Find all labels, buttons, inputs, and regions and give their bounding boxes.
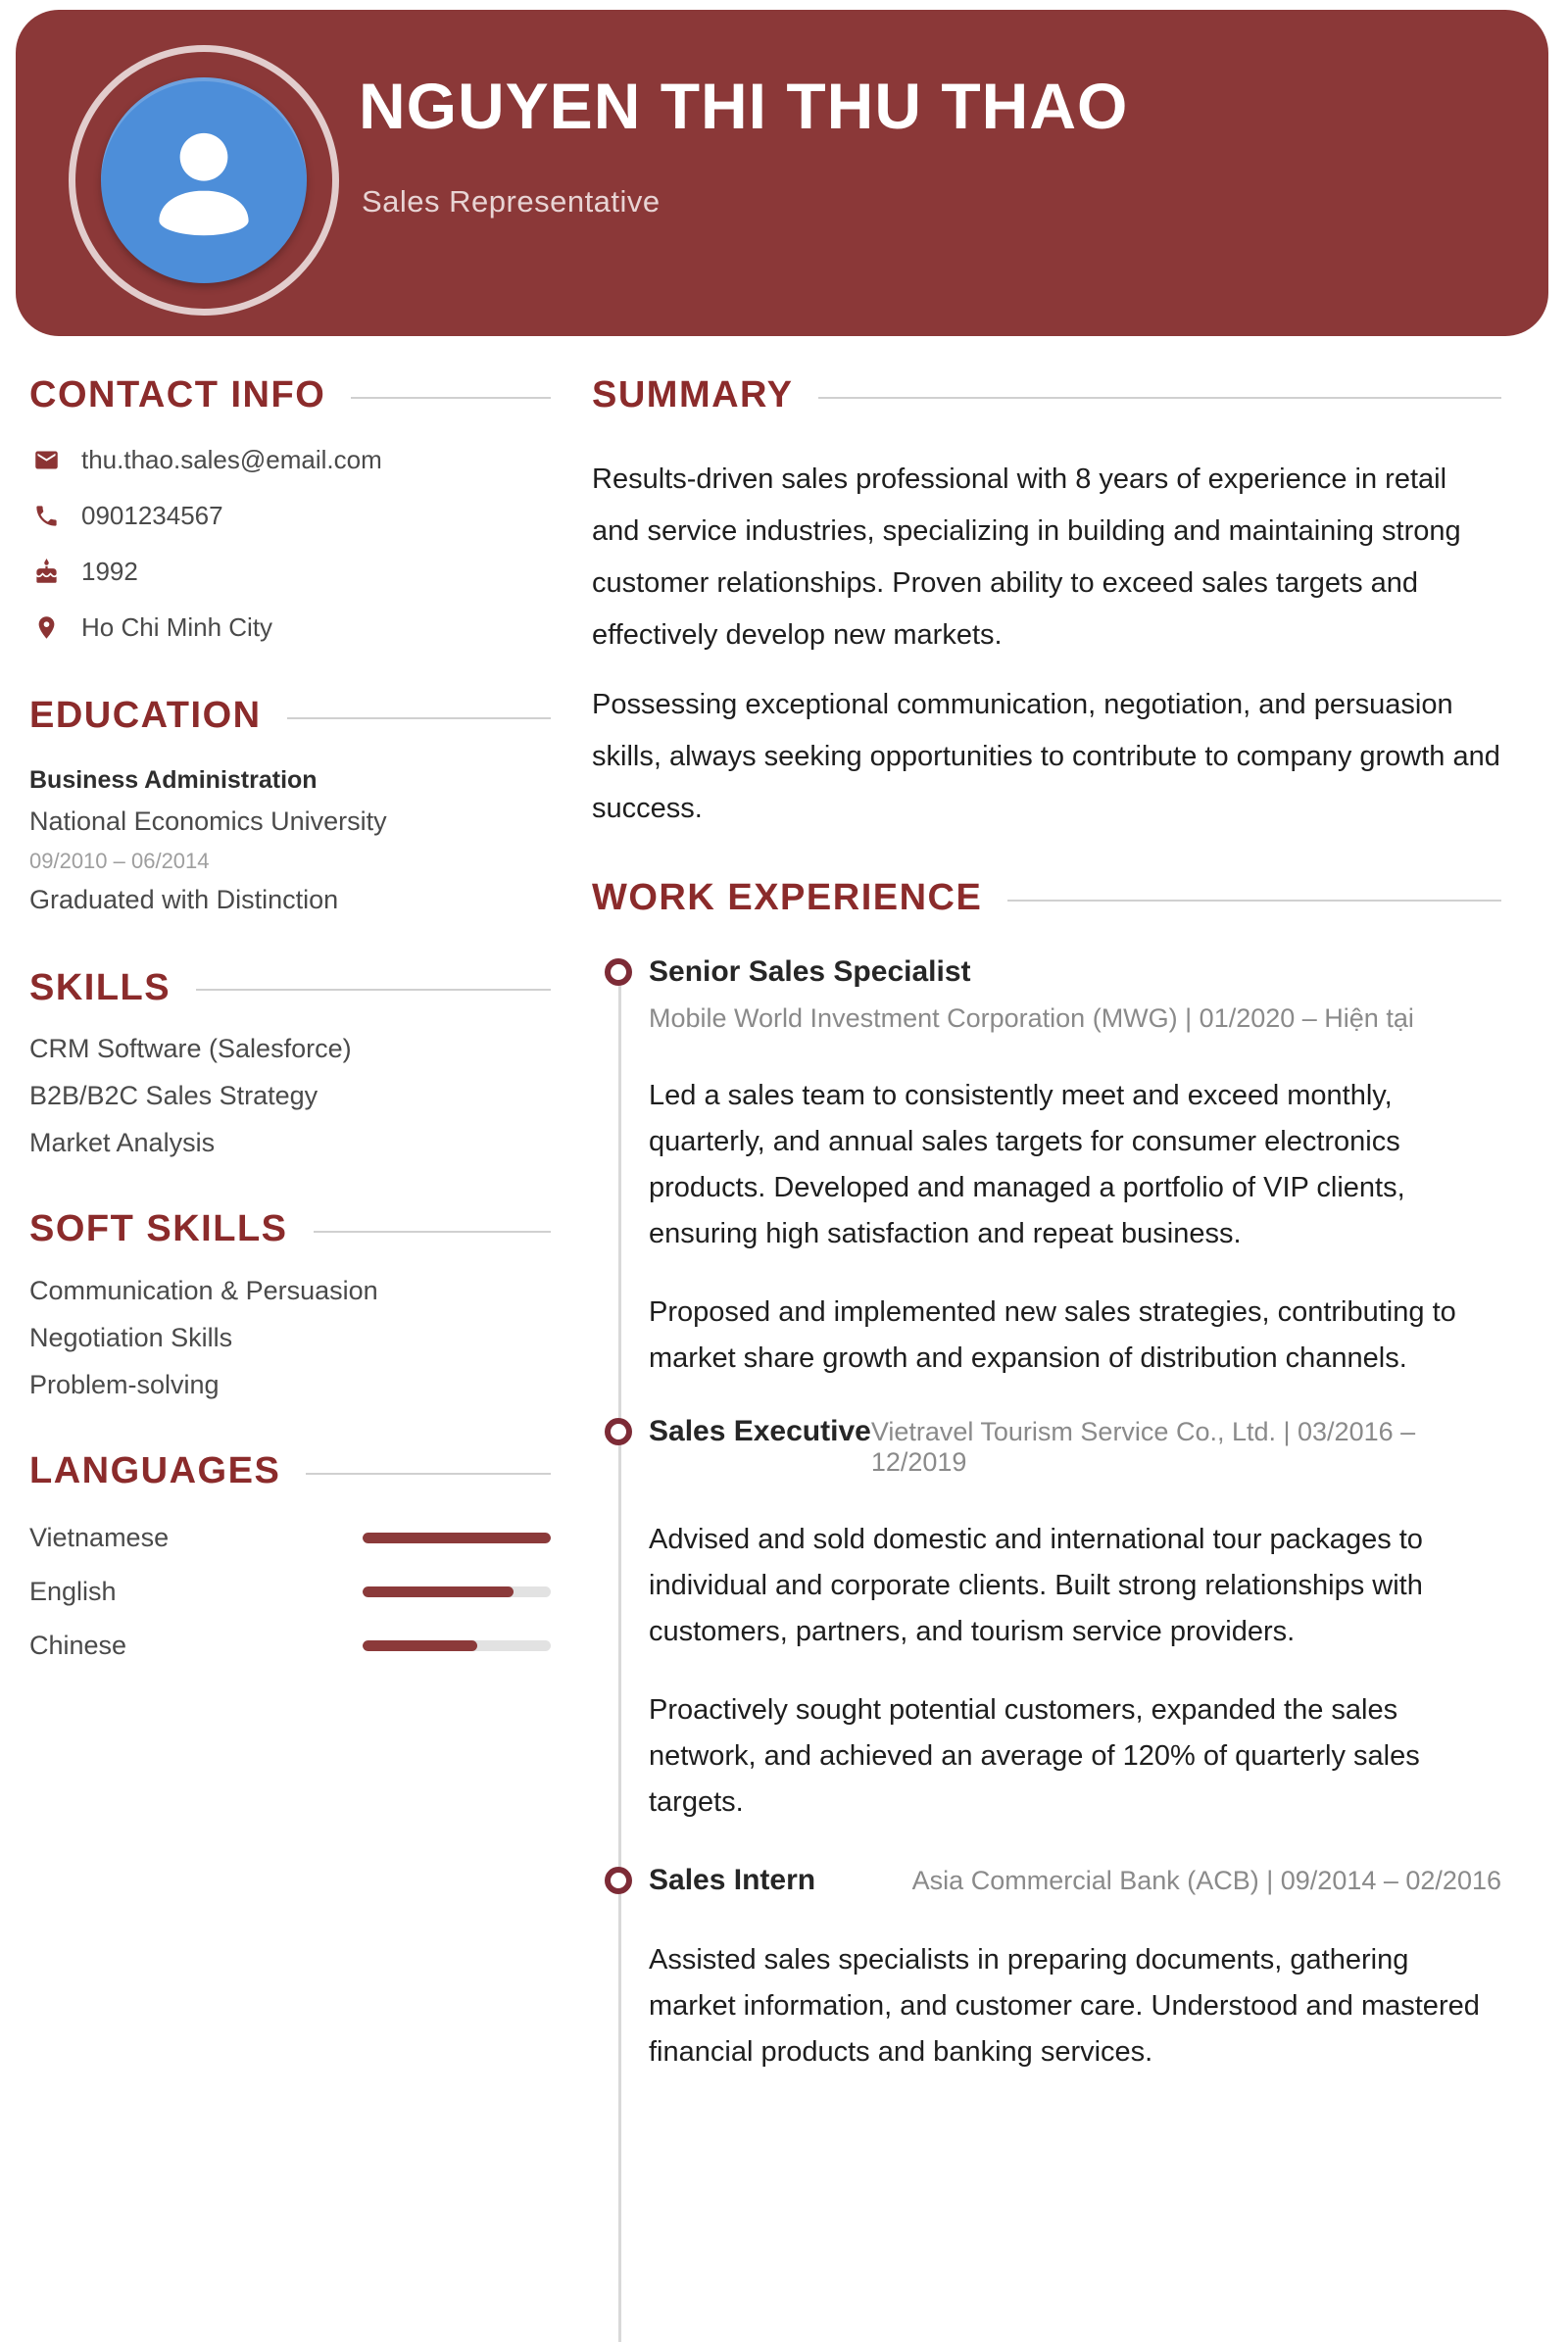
avatar: [69, 45, 339, 316]
skill-item: CRM Software (Salesforce): [29, 1034, 352, 1064]
section-rule: [818, 397, 1501, 399]
contact-row: [29, 502, 551, 531]
skills-section: [29, 968, 551, 1157]
job-entry: [592, 954, 1501, 1382]
job-company-dates: Asia Commercial Bank (ACB) | 09/2014 – 02/2016: [911, 1865, 1501, 1895]
job-company-dates: Mobile World Investment Corporation (MWG) | 01/2020 – Hiện tại: [649, 1002, 1414, 1033]
person-name: NGUYEN THI THU THAO: [359, 70, 1129, 142]
summary-paragraph: Possessing exceptional communication, negotiation, and persuasion skills, always seeking opportunities to contribute to company growth and success.: [592, 688, 1500, 824]
education-dates: 09/2010 – 06/2014: [29, 848, 210, 873]
soft-skill-item: Negotiation Skills: [29, 1323, 233, 1353]
skills-heading: SKILLS: [29, 966, 172, 1008]
job-title: Sales Intern: [649, 1863, 816, 1896]
soft-skill-item: Communication & Persuasion: [29, 1276, 378, 1306]
summary-section: [592, 375, 1501, 835]
language-row: [29, 1632, 551, 1661]
sidebar: [29, 375, 551, 1685]
soft-skill-item: Problem-solving: [29, 1370, 220, 1400]
summary-heading: SUMMARY: [592, 374, 794, 415]
location-icon: [33, 614, 60, 641]
soft-skills-section: [29, 1209, 551, 1398]
job-paragraph: Proposed and implemented new sales strategies, contributing to market share growth and expansion of distribution channels.: [649, 1295, 1456, 1374]
education-degree: Business Administration: [29, 765, 318, 794]
job-timeline: [592, 954, 1501, 2075]
phone-icon: [33, 503, 60, 529]
contact-row: [29, 613, 551, 643]
main-column: [592, 375, 1501, 2108]
summary-paragraph: Results-driven sales professional with 8 years of experience in retail and service industries, specializing in building and maintaining strong customer relationships. Proven ability to exceed sales targets and effectively develop new markets.: [592, 463, 1461, 651]
contact-row: [29, 558, 551, 587]
birthday-icon: [33, 559, 60, 585]
section-rule: [1007, 900, 1501, 902]
language-level-fill: [363, 1640, 477, 1651]
language-level-bar: [363, 1640, 551, 1651]
education-heading: EDUCATION: [29, 694, 262, 736]
contact-email: thu.thao.sales@email.com: [81, 445, 382, 475]
education-note: Graduated with Distinction: [29, 884, 339, 914]
section-rule: [306, 1473, 551, 1475]
languages-heading: LANGUAGES: [29, 1450, 281, 1492]
person-job-title: Sales Representative: [362, 184, 661, 219]
language-name: English: [29, 1577, 117, 1607]
person-icon: [130, 107, 277, 254]
job-title: Sales Executive: [649, 1414, 871, 1447]
section-rule: [351, 397, 551, 399]
contact-section: [29, 375, 551, 643]
job-company-dates: Vietravel Tourism Service Co., Ltd. | 03/2016 – 12/2019: [870, 1416, 1416, 1477]
contact-heading: CONTACT INFO: [29, 374, 326, 415]
work-experience-heading: WORK EXPERIENCE: [592, 876, 983, 918]
language-level-fill: [363, 1533, 551, 1543]
languages-section: [29, 1451, 551, 1661]
contact-row: [29, 446, 551, 475]
job-paragraph: Proactively sought potential customers, expanded the sales network, and achieved an average of 120% of quarterly sales targets.: [649, 1693, 1420, 1818]
resume-header: [16, 10, 1548, 336]
job-paragraph: Assisted sales specialists in preparing documents, gathering market information, and customer care. Understood and mastered financial products and banking services.: [649, 1943, 1480, 2068]
language-level-bar: [363, 1533, 551, 1543]
education-school: National Economics University: [29, 805, 387, 836]
job-paragraph: Led a sales team to consistently meet and exceed monthly, quarterly, and annual sales targets for consumer electronics products. Developed and managed a portfolio of VIP clients, ensuring high satisfaction and repeat business.: [649, 1079, 1405, 1249]
contact-birth-year: 1992: [81, 557, 138, 587]
skill-item: B2B/B2C Sales Strategy: [29, 1081, 318, 1111]
work-experience-section: [592, 878, 1501, 2075]
contact-location: Ho Chi Minh City: [81, 612, 273, 643]
job-paragraph: Advised and sold domestic and international tour packages to individual and corporate clients. Built strong relationships with customers, partners, and tourism service providers.: [649, 1523, 1423, 1647]
section-rule: [196, 989, 551, 991]
contact-phone: 0901234567: [81, 501, 223, 531]
language-level-fill: [363, 1586, 514, 1597]
language-name: Vietnamese: [29, 1523, 170, 1553]
language-level-bar: [363, 1586, 551, 1597]
avatar-circle: [101, 77, 307, 283]
soft-skills-heading: SOFT SKILLS: [29, 1208, 288, 1250]
education-section: [29, 696, 551, 915]
job-title: Senior Sales Specialist: [649, 954, 971, 988]
section-rule: [287, 717, 551, 719]
skill-item: Market Analysis: [29, 1128, 216, 1158]
language-name: Chinese: [29, 1631, 127, 1661]
language-row: [29, 1578, 551, 1607]
job-entry: [592, 1863, 1501, 2075]
email-icon: [33, 447, 60, 473]
language-row: [29, 1524, 551, 1553]
section-rule: [314, 1231, 552, 1233]
job-entry: [592, 1414, 1501, 1826]
